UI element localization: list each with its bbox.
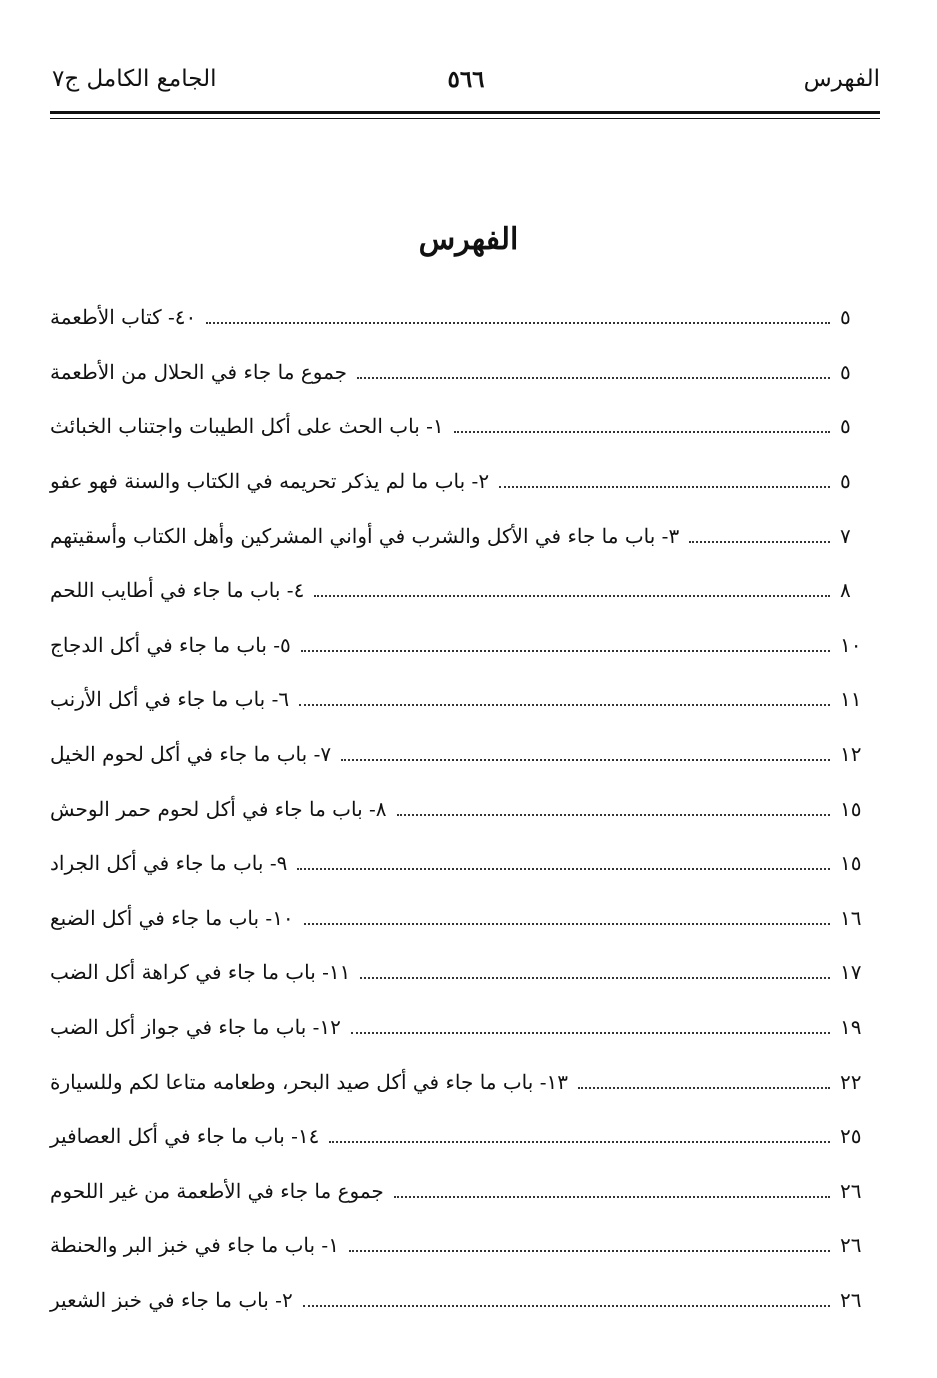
toc-entry <box>50 345 880 400</box>
toc-entry-label: ١١- باب ما جاء في كراهة أكل الضب <box>50 960 351 985</box>
toc-entry-page: ٥ <box>840 469 851 494</box>
toc-entry-page: ٢٦ <box>840 1287 862 1312</box>
toc-entry <box>50 290 880 345</box>
toc-leader-dots <box>360 977 830 979</box>
toc-entry-label: ٢- باب ما جاء في خبز الشعير <box>50 1287 293 1312</box>
header-rule-thin <box>50 118 880 119</box>
toc-entry <box>50 454 880 509</box>
header-section-title: الفهرس <box>803 66 880 92</box>
toc-leader-dots <box>394 1196 830 1198</box>
toc-leader-dots <box>314 595 830 597</box>
toc-entry-label: جموع ما جاء في الحلال من الأطعمة <box>50 359 348 384</box>
toc-entry-page: ٥ <box>840 359 851 384</box>
toc-leader-dots <box>689 541 830 543</box>
toc-entry-label: ٤٠- كتاب الأطعمة <box>50 305 197 330</box>
toc-entry-label: ٩- باب ما جاء في أكل الجراد <box>50 851 288 876</box>
toc-entry-page: ٢٦ <box>840 1178 862 1203</box>
toc-entry-label: ٨- باب ما جاء في أكل لحوم حمر الوحش <box>50 796 387 821</box>
toc-entry-label: ١- باب ما جاء في خبز البر والحنطة <box>50 1233 339 1258</box>
toc-entry <box>50 508 880 563</box>
toc-entry-page: ٢٢ <box>840 1069 862 1094</box>
toc-entry <box>50 945 880 1000</box>
toc-entry-page: ١٧ <box>840 960 862 985</box>
toc-entry <box>50 618 880 673</box>
running-header <box>52 66 880 106</box>
toc-leader-dots <box>357 377 830 379</box>
toc-entry <box>50 836 880 891</box>
toc-entry-label: ١٤- باب ما جاء في أكل العصافير <box>50 1124 320 1149</box>
toc-entry-page: ١٠ <box>840 632 862 657</box>
toc-leader-dots <box>349 1250 830 1252</box>
toc-entry-page: ١٦ <box>840 905 862 930</box>
toc-entry <box>50 1000 880 1055</box>
toc-entry <box>50 1273 880 1328</box>
toc-entry-label: ١- باب الحث على أكل الطيبات واجتناب الخبائث <box>50 414 444 439</box>
toc-entry-page: ١١ <box>840 687 862 712</box>
toc-leader-dots <box>499 486 830 488</box>
toc-leader-dots <box>341 759 830 761</box>
toc-leader-dots <box>303 1305 830 1307</box>
toc-entry-label: ٥- باب ما جاء في أكل الدجاج <box>50 632 291 657</box>
toc-leader-dots <box>329 1141 830 1143</box>
toc-leader-dots <box>299 704 830 706</box>
page-title: الفهرس <box>418 222 519 257</box>
toc-entry <box>50 891 880 946</box>
toc-entry-page: ٢٥ <box>840 1124 862 1149</box>
toc-leader-dots <box>578 1087 830 1089</box>
toc-entry-page: ١٩ <box>840 1015 862 1040</box>
toc-entry-label: ١٣- باب ما جاء في أكل صيد البحر، وطعامه متاعا لكم وللسيارة <box>50 1069 568 1094</box>
toc-entry <box>50 672 880 727</box>
toc-leader-dots <box>297 868 830 870</box>
toc-entry <box>50 399 880 454</box>
toc-entry <box>50 1218 880 1273</box>
toc-leader-dots <box>206 322 830 324</box>
page-number: ٥٦٦ <box>447 66 485 93</box>
toc-entry-page: ٥ <box>840 414 851 439</box>
toc-entry-label: ١٠- باب ما جاء في أكل الضبع <box>50 905 294 930</box>
toc-entry-label: ٣- باب ما جاء في الأكل والشرب في أواني المشركين وأهل الكتاب وأسقيتهم <box>50 523 680 548</box>
toc-entry-page: ١٢ <box>840 742 862 767</box>
toc-leader-dots <box>397 814 830 816</box>
toc-entry-page: ١٥ <box>840 851 862 876</box>
toc-entry <box>50 727 880 782</box>
table-of-contents <box>50 290 880 1327</box>
toc-entry-page: ٧ <box>840 523 851 548</box>
toc-entry-label: ١٢- باب ما جاء في جواز أكل الضب <box>50 1015 341 1040</box>
toc-entry-page: ٢٦ <box>840 1233 862 1258</box>
toc-entry <box>50 1054 880 1109</box>
toc-entry <box>50 1164 880 1219</box>
toc-entry-label: جموع ما جاء في الأطعمة من غير اللحوم <box>50 1178 384 1203</box>
toc-entry-label: ٢- باب ما لم يذكر تحريمه في الكتاب والسنة فهو عفو <box>50 469 490 494</box>
toc-entry <box>50 781 880 836</box>
toc-entry-label: ٧- باب ما جاء في أكل لحوم الخيل <box>50 742 332 767</box>
toc-leader-dots <box>454 431 830 433</box>
toc-entry <box>50 1109 880 1164</box>
toc-entry-page: ٥ <box>840 305 851 330</box>
header-book-title: الجامع الكامل ج٧ <box>52 66 217 92</box>
toc-leader-dots <box>301 650 830 652</box>
toc-entry-label: ٦- باب ما جاء في أكل الأرنب <box>50 687 290 712</box>
toc-entry <box>50 563 880 618</box>
toc-entry-label: ٤- باب ما جاء في أطايب اللحم <box>50 578 305 603</box>
toc-entry-page: ١٥ <box>840 796 862 821</box>
header-rule-thick <box>50 111 880 114</box>
toc-leader-dots <box>304 923 830 925</box>
toc-leader-dots <box>351 1032 830 1034</box>
toc-entry-page: ٨ <box>840 578 851 603</box>
